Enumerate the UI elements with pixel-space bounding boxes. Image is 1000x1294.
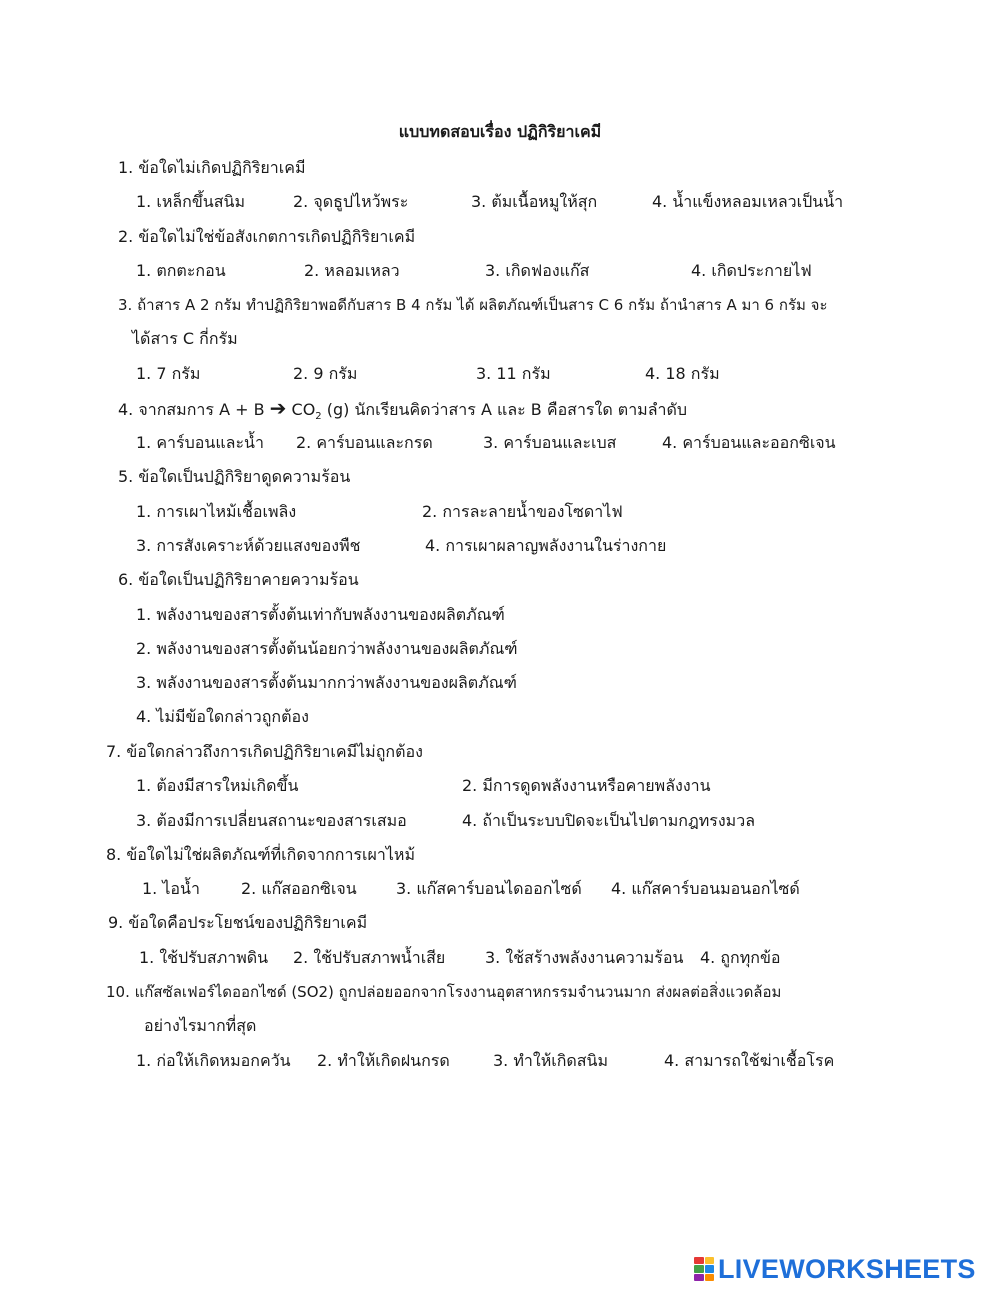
question-9-option-2: 2. ใช้ปรับสภาพน้ำเสีย <box>293 948 446 967</box>
question-6-stem: 6. ข้อใดเป็นปฏิกิริยาคายความร้อน <box>118 570 359 589</box>
question-4-option-4: 4. คาร์บอนและออกซิเจน <box>662 433 836 452</box>
question-7-option-1: 1. ต้องมีสารใหม่เกิดขึ้น <box>136 776 299 795</box>
question-10-stem: 10. แก๊สซัลเฟอร์ไดออกไซด์ (SO2) ถูกปล่อยออกจากโรงงานอุตสาหกรรมจำนวนมาก ส่งผลต่อสิ่งแวดล้อม <box>106 983 782 1001</box>
question-6-option-2: 2. พลังงานของสารตั้งต้นน้อยกว่าพลังงานของผลิตภัณฑ์ <box>136 639 518 658</box>
question-8-option-3: 3. แก๊สคาร์บอนไดออกไซด์ <box>396 879 582 898</box>
question-2-option-2: 2. หลอมเหลว <box>304 261 400 280</box>
badge-cell <box>694 1265 704 1272</box>
question-9-stem: 9. ข้อใดคือประโยชน์ของปฏิกิริยาเคมี <box>108 913 368 932</box>
question-9-option-3: 3. ใช้สร้างพลังงานความร้อน <box>485 948 684 967</box>
badge-cell <box>705 1257 715 1264</box>
question-4-option-3: 3. คาร์บอนและเบส <box>483 433 617 452</box>
question-10-option-3: 3. ทำให้เกิดสนิม <box>493 1051 609 1070</box>
question-9-option-4: 4. ถูกทุกข้อ <box>700 948 781 967</box>
question-3-stem: 3. ถ้าสาร A 2 กรัม ทำปฏิกิริยาพอดีกับสาร B 4 กรัม ได้ ผลิตภัณฑ์เป็นสาร C 6 กรัม ถ้านำสาร A มา 6 กรัม จะ <box>118 296 828 314</box>
badge-cell <box>694 1274 704 1281</box>
question-7-option-3: 3. ต้องมีการเปลี่ยนสถานะของสารเสมอ <box>136 811 407 830</box>
question-7-stem: 7. ข้อใดกล่าวถึงการเกิดปฏิกิริยาเคมีไม่ถูกต้อง <box>106 742 423 761</box>
co2-formula: $CO_2$ <box>291 400 322 423</box>
question-8-option-1: 1. ไอน้ำ <box>142 879 200 898</box>
question-9-option-1: 1. ใช้ปรับสภาพดิน <box>139 948 269 967</box>
question-1-option-2: 2. จุดธูปไหว้พระ <box>293 192 409 211</box>
badge-cell <box>694 1257 704 1264</box>
question-4-stem-start: 4. จากสมการ A + B <box>118 400 265 419</box>
question-3-stem-continued: ได้สาร C กี่กรัม <box>132 329 238 348</box>
question-5-stem: 5. ข้อใดเป็นปฏิกิริยาดูดความร้อน <box>118 467 351 486</box>
question-3-option-1: 1. 7 กรัม <box>136 364 201 383</box>
question-10-stem-continued: อย่างไรมากที่สุด <box>144 1016 257 1035</box>
question-2-stem: 2. ข้อใดไม่ใช่ข้อสังเกตการเกิดปฏิกิริยาเคมี <box>118 227 416 246</box>
question-8-option-4: 4. แก๊สคาร์บอนมอนอกไซด์ <box>611 879 800 898</box>
question-1-stem: 1. ข้อใดไม่เกิดปฏิกิริยาเคมี <box>118 158 306 177</box>
question-2-option-3: 3. เกิดฟองแก๊ส <box>485 261 590 280</box>
liveworksheets-logo <box>694 1254 976 1284</box>
question-3-option-2: 2. 9 กรัม <box>293 364 358 383</box>
question-3-option-3: 3. 11 กรัม <box>476 364 551 383</box>
question-3-option-4: 4. 18 กรัม <box>645 364 720 383</box>
question-4-option-1: 1. คาร์บอนและน้ำ <box>136 433 264 452</box>
question-2-option-1: 1. ตกตะกอน <box>136 261 226 280</box>
question-4-stem <box>118 397 687 428</box>
question-10-option-4: 4. สามารถใช้ฆ่าเชื้อโรค <box>664 1051 835 1070</box>
question-1-option-3: 3. ต้มเนื้อหมูให้สุก <box>471 192 598 211</box>
question-4-stem-end: (g) นักเรียนคิดว่าสาร A และ B คือสารใด ตามลำดับ <box>326 400 688 419</box>
question-5-option-4: 4. การเผาผลาญพลังงานในร่างกาย <box>425 536 667 555</box>
question-7-option-4: 4. ถ้าเป็นระบบปิดจะเป็นไปตามกฎทรงมวล <box>462 811 756 830</box>
liveworksheets-badge-icon <box>694 1257 714 1281</box>
question-1-option-4: 4. น้ำแข็งหลอมเหลวเป็นน้ำ <box>652 192 844 211</box>
question-1-option-1: 1. เหล็กขึ้นสนิม <box>136 192 245 211</box>
question-6-option-4: 4. ไม่มีข้อใดกล่าวถูกต้อง <box>136 707 309 726</box>
question-6-option-3: 3. พลังงานของสารตั้งต้นมากกว่าพลังงานของผลิตภัณฑ์ <box>136 673 517 692</box>
question-6-option-1: 1. พลังงานของสารตั้งต้นเท่ากับพลังงานของผลิตภัณฑ์ <box>136 605 505 624</box>
question-7-option-2: 2. มีการดูดพลังงานหรือคายพลังงาน <box>462 776 711 795</box>
question-5-option-3: 3. การสังเคราะห์ด้วยแสงของพืช <box>136 536 361 555</box>
question-8-option-2: 2. แก๊สออกซิเจน <box>241 879 357 898</box>
question-10-option-2: 2. ทำให้เกิดฝนกรด <box>317 1051 450 1070</box>
question-4-option-2: 2. คาร์บอนและกรด <box>296 433 433 452</box>
question-5-option-2: 2. การละลายน้ำของโซดาไฟ <box>422 502 623 521</box>
badge-cell <box>705 1265 715 1272</box>
question-2-option-4: 4. เกิดประกายไฟ <box>691 261 812 280</box>
question-8-stem: 8. ข้อใดไม่ใช่ผลิตภัณฑ์ที่เกิดจากการเผาไหม้ <box>106 845 415 864</box>
badge-cell <box>705 1274 715 1281</box>
right-arrow-icon: ➔ <box>269 396 287 420</box>
worksheet-title: แบบทดสอบเรื่อง ปฏิกิริยาเคมี <box>398 122 602 141</box>
liveworksheets-wordmark: LIVEWORKSHEETS <box>718 1253 976 1284</box>
question-5-option-1: 1. การเผาไหม้เชื้อเพลิง <box>136 502 297 521</box>
question-10-option-1: 1. ก่อให้เกิดหมอกควัน <box>136 1051 291 1070</box>
